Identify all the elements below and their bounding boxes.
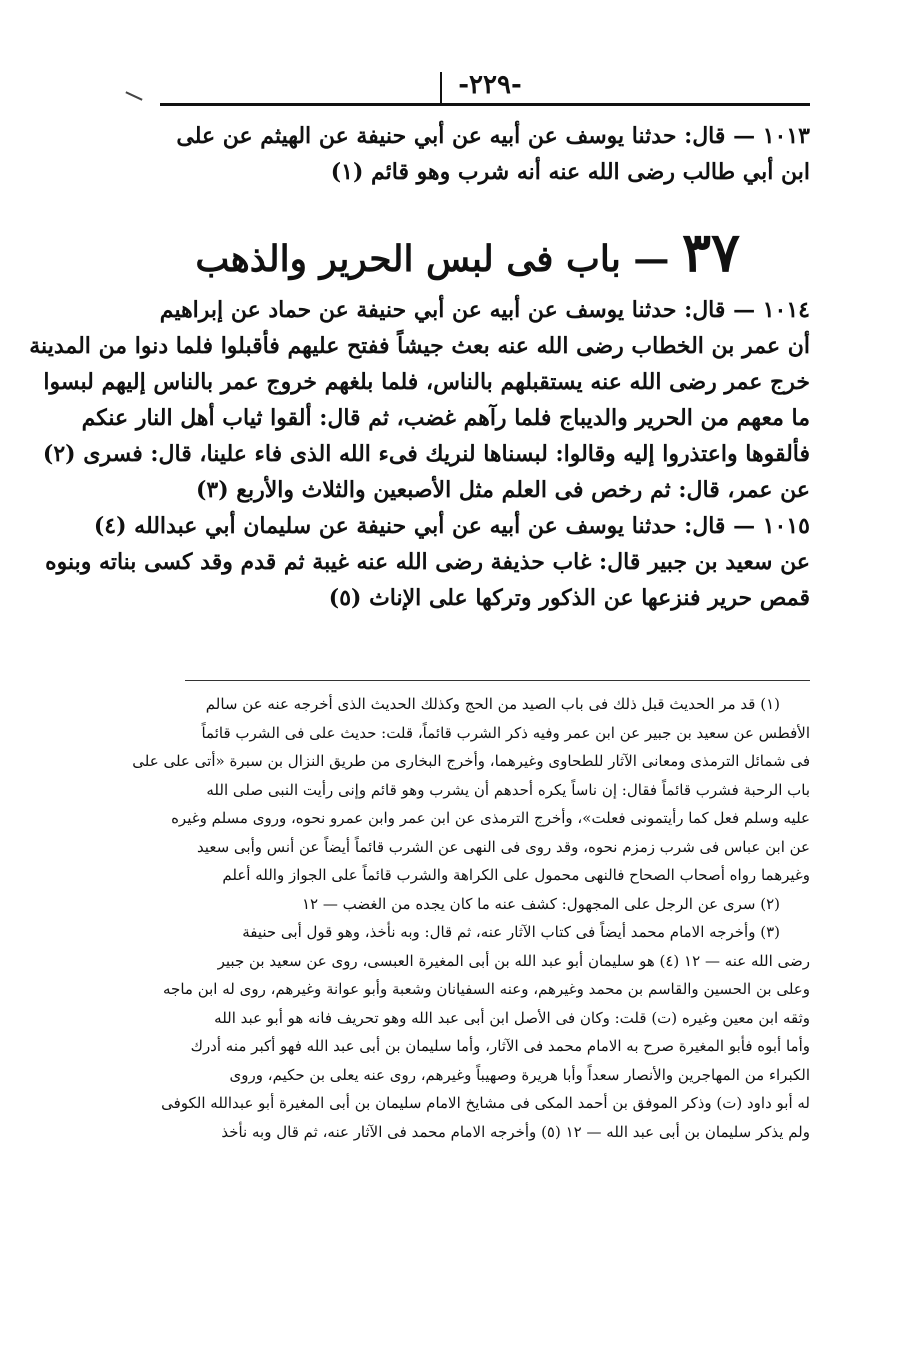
header-tick-mark [440, 72, 442, 104]
chapter-title: — باب فى لبس الحرير والذهب [195, 238, 670, 280]
footnote-line: وغيرهما رواه أصحاب الصحاح فالنهى محمول على الكراهة والشرب قائماً على الجواز والله أعلم [222, 866, 810, 884]
footnote-line: (٣) وأخرجه الامام محمد أيضاً فى كتاب الآثار عنه، ثم قال: وبه نأخذ، وهو قول أبى حنيفة [242, 923, 780, 941]
footnote-line: باب الرحبة فشرب قائماً فقال: إن ناساً يكره أحدهم أن يشرب وهو قائم وإنى رأيت النبى صلى الله [206, 780, 810, 799]
footnote-line: وثقه ابن معين وغيره (ت) قلت: وكان فى الأصل ابن أبى عبد الله وهو تحريف فانه هو أبو عبد الله [214, 1008, 810, 1027]
footnotes [132, 690, 810, 1146]
footnote-rule [185, 680, 810, 681]
hadith-1014-line-2: أن عمر بن الخطاب رضى الله عنه بعث جيشاً ففتح عليهم فأقبلوا فلما دنوا من المدينة [29, 333, 810, 359]
footnote-line: عليه وسلم فعل كما رأيتمونى فعلت»، وأخرج الترمذى عن ابن عمر وابن عمرو نحوه، وروى مسلم وغيره [171, 809, 810, 827]
chapter-number: ٣٧ [681, 220, 740, 284]
hadith-1014-line-5: فألقوها واعتذروا إليه وقالوا: لبسناها لنريك فىء الله الذى فاء علينا، قال: فسرى (٢) [42, 441, 810, 467]
margin-mark [125, 91, 142, 100]
hadith-1014-line-4: ما معهم من الحرير والديباج فلما رآهم غضب، ثم قال: ألقوا ثياب أهل النار عنكم [81, 405, 810, 431]
hadith-1014-line-3: خرج عمر رضى الله عنه يستقبلهم بالناس، فلما بلغهم خروج عمر بالناس إليهم لبسوا [43, 369, 810, 395]
footnote-line: (١) قد مر الحديث قبل ذلك فى باب الصيد من الحج وكذلك الحديث الذى أخرجه عنه عن سالم [205, 695, 780, 713]
hadith-1015-line-2: عن سعيد بن جبير قال: غاب حذيفة رضى الله عنه غيبة ثم قدم وقد كسى بناته وبنوه [45, 549, 810, 575]
header-rule [160, 103, 810, 106]
hadith-1013-line-1: ١٠١٣ — قال: حدثنا يوسف عن أبيه عن أبي حنيفة عن الهيثم عن على [176, 123, 810, 149]
footnote-line: رضى الله عنه — ١٢ (٤) هو سليمان أبو عبد الله بن أبى المغيرة العبسى، روى عن سعيد بن جبير [217, 951, 810, 970]
hadith-1014-line-1: ١٠١٤ — قال: حدثنا يوسف عن أبيه عن أبي حنيفة عن حماد عن إبراهيم [159, 297, 810, 323]
hadith-1015-line-3: قمص حرير فنزعها عن الذكور وتركها على الإناث (٥) [328, 585, 810, 611]
chapter-heading [195, 220, 740, 289]
hadith-1013-line-2: ابن أبي طالب رضى الله عنه أنه شرب وهو قائم (١) [330, 159, 810, 185]
footnote-line: له أبو داود (ت) وذكر الموفق بن أحمد المكى فى مشايخ الامام سليمان بن أبى المغيرة أبو عبدالله الكوفى [161, 1094, 810, 1112]
footnote-line: وعلى بن الحسين والقاسم بن محمد وغيرهم، وعنه السفيانان وشعبة وأبو عوانة وغيرهم، روى له ابن ماجه [163, 980, 810, 998]
footnote-line: وأما أبوه فأبو المغيرة صرح به الامام محمد فى الآثار، وأما سليمان بن أبى عبد الله فهو أكبر منه أدرك [190, 1037, 810, 1055]
footnote-line: ولم يذكر سليمان بن أبى عبد الله — ١٢ (٥) وأخرجه الامام محمد فى الآثار عنه، ثم قال وبه نأخذ [221, 1122, 810, 1141]
footnote-line: الأفطس عن سعيد بن جبير عن ابن عمر وفيه ذكر الشرب قائماً، قلت: حديث على فى الشرب قائماً [201, 723, 810, 742]
footnote-line: فى شمائل الترمذى ومعانى الآثار للطحاوى وغيرهما، وأخرج البخارى من طريق النزال بن سبرة «أتى على على [132, 752, 810, 770]
main-text [176, 118, 810, 190]
hadith-1015-line-1: ١٠١٥ — قال: حدثنا يوسف عن أبيه عن أبي حنيفة عن سليمان أبي عبدالله (٤) [93, 513, 810, 539]
footnote-line: (٢) سرى عن الرجل على المجهول: كشف عنه ما كان يجده من الغضب — ١٢ [301, 894, 780, 913]
footnote-line: عن ابن عباس فى شرب زمزم نحوه، وقد روى فى النهى عن الشرب قائماً أيضاً عن أنس وأبى سعيد [196, 837, 810, 856]
main-text-continued [29, 292, 810, 616]
hadith-1014-line-6: عن عمر، قال: ثم رخص فى العلم مثل الأصبعين والثلاث والأربع (٣) [195, 477, 810, 503]
page-number: -٢٢٩- [458, 70, 522, 100]
footnote-line: الكبراء من المهاجرين والأنصار سعداً وأبا هريرة وصهيباً وغيرهم، روى عنه يعلى بن حكيم، وروى [229, 1065, 810, 1084]
